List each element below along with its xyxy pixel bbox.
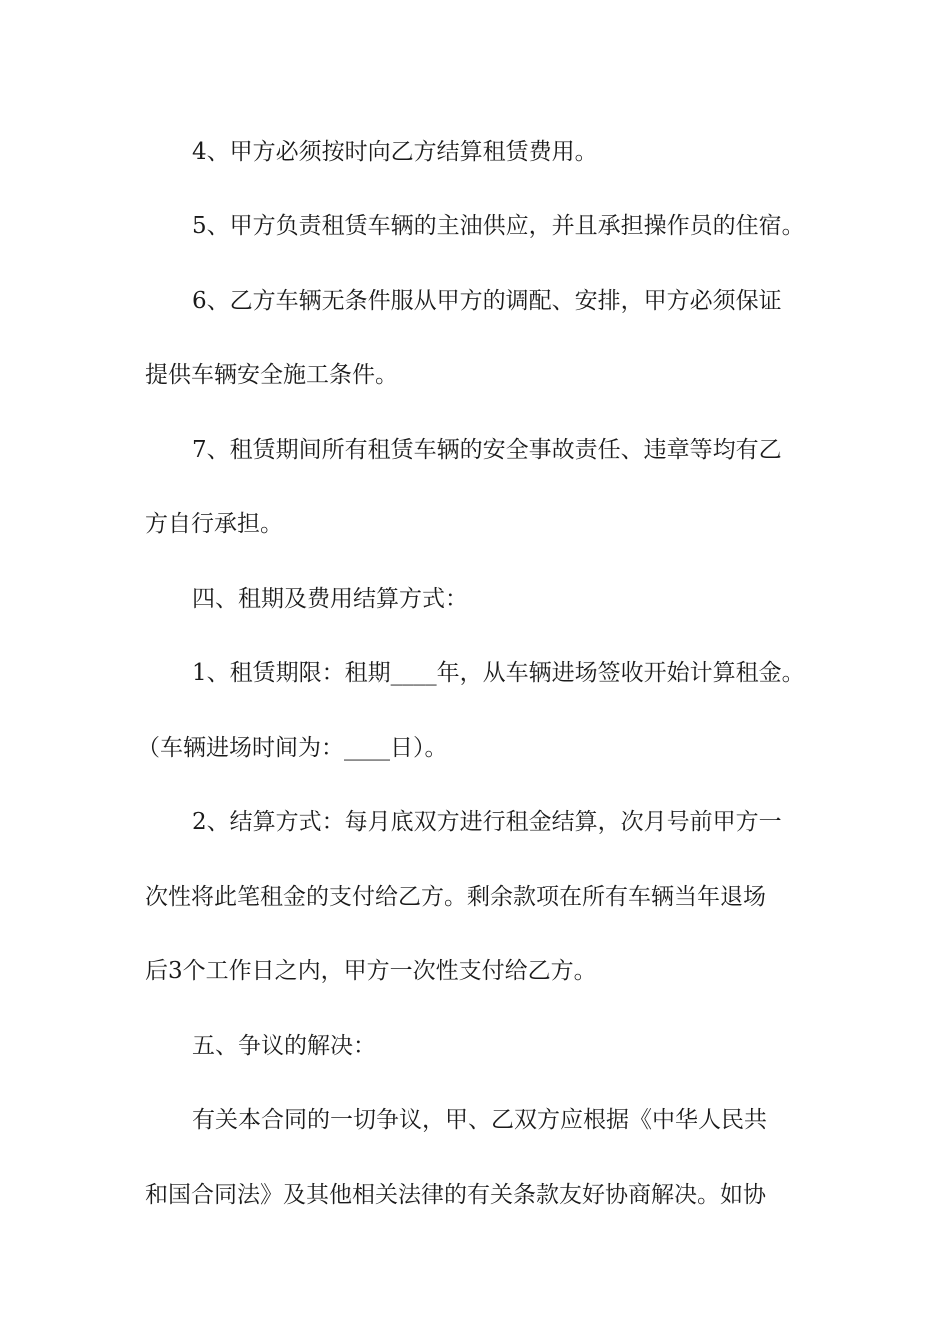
term-clause-1-line-2: （车辆进场时间为：____日）。 bbox=[137, 735, 448, 761]
clause-7-line-2: 方自行承担。 bbox=[145, 511, 283, 537]
term-clause-2-line-2: 次性将此笔租金的支付给乙方。剩余款项在所有车辆当年退场 bbox=[145, 884, 766, 910]
term-clause-1-line-1: 1、租赁期限：租期____年，从车辆进场签收开始计算租金。 bbox=[192, 660, 805, 686]
clause-5: 5、甲方负责租赁车辆的主油供应，并且承担操作员的住宿。 bbox=[192, 213, 805, 239]
term-clause-2-line-1: 2、结算方式：每月底双方进行租金结算，次月号前甲方一 bbox=[192, 809, 782, 835]
dispute-paragraph-line-2: 和国合同法》及其他相关法律的有关条款友好协商解决。如协 bbox=[145, 1182, 766, 1208]
section-5-heading: 五、争议的解决： bbox=[192, 1033, 376, 1059]
clause-6-line-1: 6、乙方车辆无条件服从甲方的调配、安排，甲方必须保证 bbox=[192, 288, 782, 314]
clause-4: 4、甲方必须按时向乙方结算租赁费用。 bbox=[192, 139, 598, 165]
dispute-paragraph-line-1: 有关本合同的一切争议，甲、乙双方应根据《中华人民共 bbox=[192, 1107, 767, 1133]
clause-7-line-1: 7、租赁期间所有租赁车辆的安全事故责任、违章等均有乙 bbox=[192, 437, 782, 463]
term-clause-2-line-3: 后3个工作日之内，甲方一次性支付给乙方。 bbox=[145, 958, 597, 984]
section-4-heading: 四、租期及费用结算方式： bbox=[192, 586, 468, 612]
clause-6-line-2: 提供车辆安全施工条件。 bbox=[145, 362, 398, 388]
